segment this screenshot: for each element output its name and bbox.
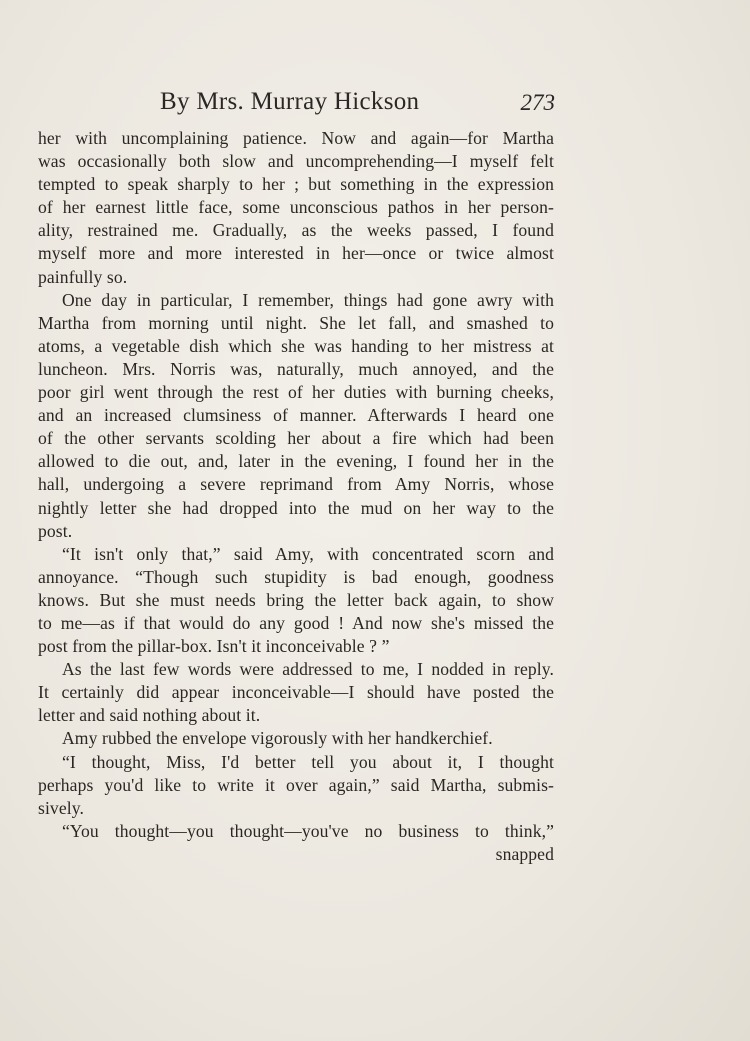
text-line: was occasionally both slow and uncomprehending—I myself felt bbox=[38, 151, 554, 172]
running-head bbox=[160, 88, 555, 122]
text-line: of her earnest little face, some unconscious pathos in her person- bbox=[38, 197, 554, 218]
text-line: poor girl went through the rest of her duties with burning cheeks, bbox=[38, 382, 554, 403]
text-line: ality, restrained me. Gradually, as the weeks passed, I found bbox=[38, 220, 554, 241]
page-number: 273 bbox=[520, 90, 555, 115]
text-line: It certainly did appear inconceivable—I should have posted the bbox=[38, 682, 554, 703]
text-line: post from the pillar-box. Isn't it inconceivable ? ” bbox=[38, 636, 390, 657]
text-line: painfully so. bbox=[38, 266, 128, 287]
text-line: knows. But she must needs bring the letter back again, to show bbox=[38, 589, 554, 610]
text-line: myself more and more interested in her—once or twice almost bbox=[38, 243, 554, 264]
text-line: her with uncomplaining patience. Now and again—for Martha bbox=[38, 128, 554, 148]
catchword: snapped bbox=[495, 843, 554, 864]
text-line: “It isn't only that,” said Amy, with concentrated scorn and bbox=[62, 543, 554, 564]
text-line: One day in particular, I remember, things had gone awry with bbox=[62, 289, 554, 310]
text-line: nightly letter she had dropped into the mud on her way to the bbox=[38, 497, 554, 518]
body-text bbox=[38, 127, 554, 866]
text-line: annoyance. “Though such stupidity is bad enough, goodness bbox=[38, 566, 554, 587]
text-line: Amy rubbed the envelope vigorously with her handkerchief. bbox=[62, 728, 493, 749]
text-line: perhaps you'd like to write it over again,” said Martha, submis- bbox=[38, 774, 554, 795]
text-line: luncheon. Mrs. Norris was, naturally, much annoyed, and the bbox=[38, 358, 554, 379]
text-line: “I thought, Miss, I'd better tell you about it, I thought bbox=[62, 751, 554, 772]
text-line: atoms, a vegetable dish which she was handing to her mistress at bbox=[38, 335, 554, 356]
text-line: hall, undergoing a severe reprimand from Amy Norris, whose bbox=[38, 474, 554, 495]
text-line: post. bbox=[38, 520, 73, 541]
text-line: tempted to speak sharply to her ; but something in the expression bbox=[38, 174, 554, 195]
text-line: to me—as if that would do any good ! And now she's missed the bbox=[38, 612, 554, 633]
text-line: “You thought—you thought—you've no business to think,” bbox=[62, 820, 554, 841]
text-line: allowed to die out, and, later in the evening, I found her in the bbox=[38, 451, 554, 472]
text-line: letter and said nothing about it. bbox=[38, 705, 261, 726]
text-line: As the last few words were addressed to me, I nodded in reply. bbox=[62, 659, 554, 680]
running-head-title: By Mrs. Murray Hickson bbox=[160, 88, 420, 115]
text-line: and an increased clumsiness of manner. Afterwards I heard one bbox=[38, 405, 554, 426]
text-line: of the other servants scolding her about a fire which had been bbox=[38, 428, 554, 449]
text-line: Martha from morning until night. She let fall, and smashed to bbox=[38, 312, 554, 333]
text-line: sively. bbox=[38, 797, 84, 818]
